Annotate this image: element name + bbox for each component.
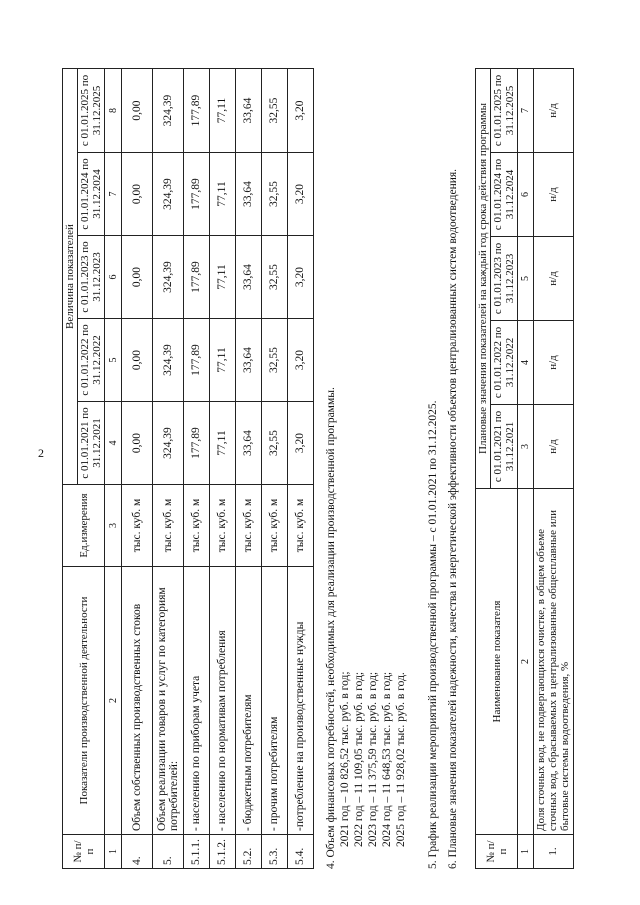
col-num-header: № п/п [476, 835, 518, 869]
period-header: с 01.01.2024 по 31.12.2024 [78, 153, 105, 236]
table-row [534, 68, 573, 868]
row-value: 3,20 [288, 319, 314, 402]
row-value: 324,39 [153, 402, 184, 485]
row-num: 5.4. [288, 835, 314, 869]
financial-year-line: 2021 год – 10 826,52 тыс. руб. в год; [339, 671, 351, 847]
column-number: 3 [105, 485, 122, 567]
plan-group-header: Плановые значения показателей на каждый год срока действия программы [476, 68, 491, 488]
period-header: с 01.01.2025 по 31.12.2025 [78, 69, 105, 153]
row-value: 324,39 [153, 69, 184, 153]
col-indicator-header: Показатели производственной деятельности [63, 567, 105, 835]
row-value: 324,39 [153, 236, 184, 319]
row-value: 33,64 [236, 319, 262, 402]
row-value: 32,55 [262, 153, 288, 236]
row-value: 177,89 [184, 236, 210, 319]
row-value: 324,39 [153, 153, 184, 236]
period-header: с 01.01.2024 по 31.12.2024 [491, 153, 518, 237]
row-value: 0,00 [122, 319, 153, 402]
row-value: 0,00 [122, 236, 153, 319]
row-value: 177,89 [184, 69, 210, 153]
reliability-section-heading: 6. Плановые значения показателей надежности, качества и энергетической эффективности объектов централизованных систем водоотведения. [447, 168, 459, 869]
row-value: 3,20 [288, 69, 314, 153]
period-header: с 01.01.2022 по 31.12.2022 [491, 321, 518, 405]
row-value: 77,11 [210, 319, 236, 402]
table-row [288, 69, 314, 869]
row-value: 0,00 [122, 69, 153, 153]
column-number: 5 [105, 319, 122, 402]
table-row [236, 69, 262, 869]
col-name-header: Наименование показателя [476, 489, 518, 835]
row-name: - бюджетным потребителям [236, 567, 262, 835]
column-number: 2 [105, 567, 122, 835]
page-number: 2 [38, 446, 44, 460]
row-num: 1. [534, 835, 573, 869]
col-num-header: № п/п [63, 835, 105, 869]
column-number: 6 [105, 236, 122, 319]
column-number: 1 [518, 835, 534, 869]
table-row [122, 69, 153, 869]
row-value: 33,64 [236, 236, 262, 319]
column-number: 8 [105, 69, 122, 153]
col-unit-header: Ед.измерения [63, 485, 105, 567]
reliability-indicators-table [475, 68, 574, 869]
row-value: 32,55 [262, 402, 288, 485]
row-unit: тыс. куб. м [184, 485, 210, 567]
period-header: с 01.01.2023 по 31.12.2023 [491, 237, 518, 321]
row-name: Объем собственных производственных стоков [122, 567, 153, 835]
row-value: 177,89 [184, 402, 210, 485]
row-value: 0,00 [122, 153, 153, 236]
row-num: 5.2. [236, 835, 262, 869]
row-num: 5.3. [262, 835, 288, 869]
table-header-row [63, 69, 78, 869]
financial-year-line: 2024 год – 11 648,53 тыс. руб. в год; [381, 671, 393, 847]
column-number-row [518, 68, 534, 868]
period-header: с 01.01.2021 по 31.12.2021 [78, 402, 105, 485]
column-number: 4 [105, 402, 122, 485]
row-value: 33,64 [236, 69, 262, 153]
row-value: 324,39 [153, 319, 184, 402]
row-name: Объем реализации товаров и услуг по категориям потребителей: [153, 567, 184, 835]
column-number: 7 [105, 153, 122, 236]
row-value: 33,64 [236, 153, 262, 236]
schedule-section: 5. График реализации мероприятий производственной программы – с 01.01.2021 по 31.12.2025. [427, 400, 439, 869]
row-value: 33,64 [236, 402, 262, 485]
row-unit: тыс. куб. м [288, 485, 314, 567]
row-value: н/д [534, 405, 573, 489]
financial-needs-section [324, 69, 408, 869]
row-unit: тыс. куб. м [153, 485, 184, 567]
row-value: 177,89 [184, 153, 210, 236]
row-value: 32,55 [262, 319, 288, 402]
table-row [262, 69, 288, 869]
row-unit: тыс. куб. м [210, 485, 236, 567]
row-value: н/д [534, 321, 573, 405]
column-number: 2 [518, 489, 534, 835]
row-name: Доля сточных вод, не подвергающихся очистке, в общем объеме сточных вод, сбрасываемых в централизованные общесплавные или бытовые системы водоотведения, % [534, 489, 573, 835]
table-header-row [476, 68, 491, 868]
column-number: 5 [518, 237, 534, 321]
row-value: 77,11 [210, 69, 236, 153]
financial-year-line: 2025 год – 11 928,02 тыс. руб. в год. [395, 672, 407, 847]
table-row [210, 69, 236, 869]
column-number: 6 [518, 153, 534, 237]
row-name: - прочим потребителям [262, 567, 288, 835]
row-unit: тыс. куб. м [122, 485, 153, 567]
table-row [153, 69, 184, 869]
production-indicators-table [62, 68, 314, 869]
column-number: 4 [518, 321, 534, 405]
period-header: с 01.01.2025 по 31.12.2025 [491, 68, 518, 152]
row-value: 3,20 [288, 402, 314, 485]
row-value: 77,11 [210, 236, 236, 319]
row-value: 0,00 [122, 402, 153, 485]
row-value: 3,20 [288, 153, 314, 236]
row-name: - населению по нормативам потребления [210, 567, 236, 835]
period-header: с 01.01.2023 по 31.12.2023 [78, 236, 105, 319]
column-number: 1 [105, 835, 122, 869]
row-num: 5. [153, 835, 184, 869]
row-num: 4. [122, 835, 153, 869]
column-number-row [105, 69, 122, 869]
financial-needs-heading: 4. Объем финансовых потребностей, необходимых для реализации производственной программы. [325, 387, 337, 869]
row-value: н/д [534, 68, 573, 152]
row-num: 5.1.1. [184, 835, 210, 869]
row-value: 177,89 [184, 319, 210, 402]
table-row [184, 69, 210, 869]
financial-year-line: 2023 год – 11 375,59 тыс. руб. в год; [367, 671, 379, 847]
column-number: 3 [518, 405, 534, 489]
row-value: 77,11 [210, 153, 236, 236]
period-header: с 01.01.2021 по 31.12.2021 [491, 405, 518, 489]
financial-year-line: 2022 год – 11 109,05 тыс. руб. в год; [353, 671, 365, 847]
row-name: -потребление на производственные нужды [288, 567, 314, 835]
row-value: 3,20 [288, 236, 314, 319]
row-unit: тыс. куб. м [236, 485, 262, 567]
row-value: 32,55 [262, 236, 288, 319]
row-unit: тыс. куб. м [262, 485, 288, 567]
values-group-header: Величина показателей [63, 69, 78, 485]
period-header: с 01.01.2022 по 31.12.2022 [78, 319, 105, 402]
rotated-page-content [62, 69, 572, 869]
row-num: 5.1.2. [210, 835, 236, 869]
column-number: 7 [518, 68, 534, 152]
row-value: 77,11 [210, 402, 236, 485]
row-value: 32,55 [262, 69, 288, 153]
row-name: - населению по приборам учета [184, 567, 210, 835]
row-value: н/д [534, 237, 573, 321]
row-value: н/д [534, 153, 573, 237]
